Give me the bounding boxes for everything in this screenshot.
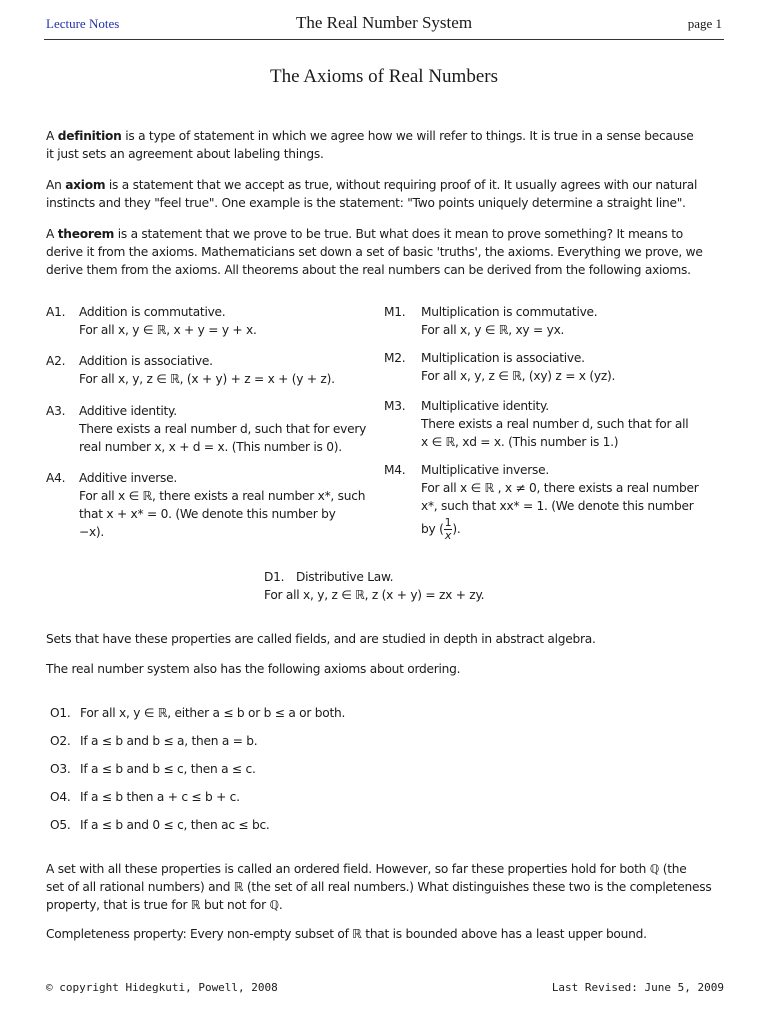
axiom-title: Distributive Law. — [296, 570, 394, 584]
axiom-title: Multiplicative inverse. — [421, 463, 550, 477]
ordered-field-line: A set with all these properties is called an ordered field. However, so far these properties hold for both ℚ (the — [46, 862, 687, 876]
axiom-statement: x ∈ ℝ, xd = x. (This number is 1.) — [421, 435, 619, 449]
theorem-term: theorem — [57, 227, 115, 241]
theorem-text-3: derive them from the axioms. All theorems about the real numbers can be derived from the following axioms. — [46, 263, 691, 277]
axiom-title: Multiplication is commutative. — [421, 305, 598, 319]
axiom-title: Multiplicative identity. — [421, 399, 549, 413]
ordering-label: O5. — [50, 818, 71, 832]
axiom-statement: For all x, y ∈ ℝ, x + y = y + x. — [79, 323, 257, 337]
axiom-title: Addition is commutative. — [79, 305, 226, 319]
completeness-paragraph: Completeness property: Every non-empty subset of ℝ that is bounded above has a least upper bound. — [46, 927, 647, 941]
axiom-text-2: instincts and they "feel true". One example is the statement: "Two points uniquely determine a straight line". — [46, 196, 686, 210]
axiom-label: A4. — [46, 471, 66, 485]
header-title: The Real Number System — [295, 13, 473, 32]
ordering-axiom-o1 — [50, 704, 345, 722]
ordering-axiom-o2 — [50, 732, 257, 750]
axiom-statement: −x). — [79, 525, 105, 539]
ordering-text: If a ≤ b and b ≤ a, then a = b. — [80, 734, 258, 748]
axiom-statement: that x + x* = 0. (We denote this number by — [79, 507, 336, 521]
ordering-axiom-o5 — [50, 816, 270, 834]
axiom-label: M2. — [384, 351, 406, 365]
ordered-field-line: property, that is true for ℝ but not for ℚ. — [46, 898, 283, 912]
fraction-tail: ). — [452, 522, 461, 536]
ordering-label: O3. — [50, 762, 71, 776]
ordering-text: If a ≤ b and b ≤ c, then a ≤ c. — [80, 762, 256, 776]
fields-paragraph: Sets that have these properties are called fields, and are studied in depth in abstract algebra. — [46, 632, 596, 646]
axiom-statement: For all x, y, z ∈ ℝ, z (x + y) = zx + zy. — [264, 588, 485, 602]
axiom-text-1: is a statement that we accept as true, without requiring proof of it. It usually agrees with our natural — [108, 178, 698, 192]
open-paren: ( — [439, 522, 444, 536]
definition-paragraph: A definition is a type of statement in which we agree how we will refer to things. It is true in a sense because it just sets an agreement about labeling things. — [46, 127, 722, 163]
copyright: © copyright Hidegkuti, Powell, 2008 — [46, 981, 278, 994]
definition-term: definition — [57, 129, 122, 143]
axiom-title: Additive identity. — [79, 404, 177, 418]
axiom-title: Multiplication is associative. — [421, 351, 585, 365]
definition-text-2: it just sets an agreement about labeling things. — [46, 147, 324, 161]
theorem-paragraph: A theorem is a statement that we prove to be true. But what does it mean to prove something? It means to derive it from the axioms. Mathematicians set down a set of basic 'truths', the axioms. Everything we prove, we derive them from the axioms. All theorems about the real numbers can be derived from the following axioms. — [46, 225, 722, 279]
axiom-label: M1. — [384, 305, 406, 319]
axiom-label: D1. — [264, 570, 285, 584]
fraction-denominator: x — [444, 529, 452, 542]
ordered-field-paragraph — [46, 860, 722, 914]
axiom-title: Additive inverse. — [79, 471, 178, 485]
ordered-field-line: set of all rational numbers) and ℝ (the set of all real numbers.) What distinguishes these two is the completeness — [46, 880, 712, 894]
ordering-intro: The real number system also has the following axioms about ordering. — [46, 662, 461, 676]
ordering-text: If a ≤ b and 0 ≤ c, then ac ≤ bc. — [80, 818, 270, 832]
ordering-label: O1. — [50, 706, 71, 720]
theorem-text-2: derive it from the axioms. Mathematicians set down a set of basic 'truths', the axioms. Everything we prove, we — [46, 245, 703, 259]
axiom-label: A2. — [46, 354, 66, 368]
ordering-text: For all x, y ∈ ℝ, either a ≤ b or b ≤ a or both. — [80, 706, 346, 720]
axiom-statement: For all x, y, z ∈ ℝ, (xy) z = x (yz). — [421, 369, 616, 383]
axiom-statement: by — [421, 522, 436, 536]
axiom-statement: real number x, x + d = x. (This number is 0). — [79, 440, 342, 454]
axiom-label: M3. — [384, 399, 406, 413]
ordering-text: If a ≤ b then a + c ≤ b + c. — [80, 790, 240, 804]
definition-text-1: is a type of statement in which we agree how we will refer to things. It is true in a sense because — [125, 129, 694, 143]
axiom-label: A1. — [46, 305, 66, 319]
fraction-numerator: 1 — [444, 516, 452, 529]
theorem-text-1: is a statement that we prove to be true. But what does it mean to prove something? It means to — [117, 227, 683, 241]
header-left: Lecture Notes — [46, 16, 120, 31]
page-title: The Axioms of Real Numbers — [270, 66, 498, 87]
ordering-axiom-o4 — [50, 788, 240, 806]
axiom-paragraph: An axiom is a statement that we accept as true, without requiring proof of it. It usually agrees with our natural instincts and they "feel true". One example is the statement: "Two points uniquely determine a straight line". — [46, 176, 722, 212]
ordering-axiom-o3 — [50, 760, 256, 778]
axiom-statement: For all x ∈ ℝ , x ≠ 0, there exists a real number — [421, 481, 699, 495]
page-number: page 1 — [687, 16, 722, 31]
axiom-statement: There exists a real number d, such that for all — [421, 417, 689, 431]
axiom-label: A3. — [46, 404, 66, 418]
axiom-statement: For all x ∈ ℝ, there exists a real number x*, such — [79, 489, 366, 503]
header-rule — [44, 39, 724, 40]
last-revised: Last Revised: June 5, 2009 — [551, 981, 724, 994]
ordering-label: O2. — [50, 734, 71, 748]
ordering-label: O4. — [50, 790, 71, 804]
axiom-title: Addition is associative. — [79, 354, 213, 368]
axiom-term: axiom — [65, 178, 106, 192]
axiom-label: M4. — [384, 463, 406, 477]
axiom-statement: For all x, y ∈ ℝ, xy = yx. — [421, 323, 565, 337]
axiom-statement: x*, such that xx* = 1. (We denote this number — [421, 499, 694, 513]
axiom-statement: For all x, y, z ∈ ℝ, (x + y) + z = x + (y + z). — [79, 372, 335, 386]
axiom-statement: There exists a real number d, such that for every — [79, 422, 367, 436]
